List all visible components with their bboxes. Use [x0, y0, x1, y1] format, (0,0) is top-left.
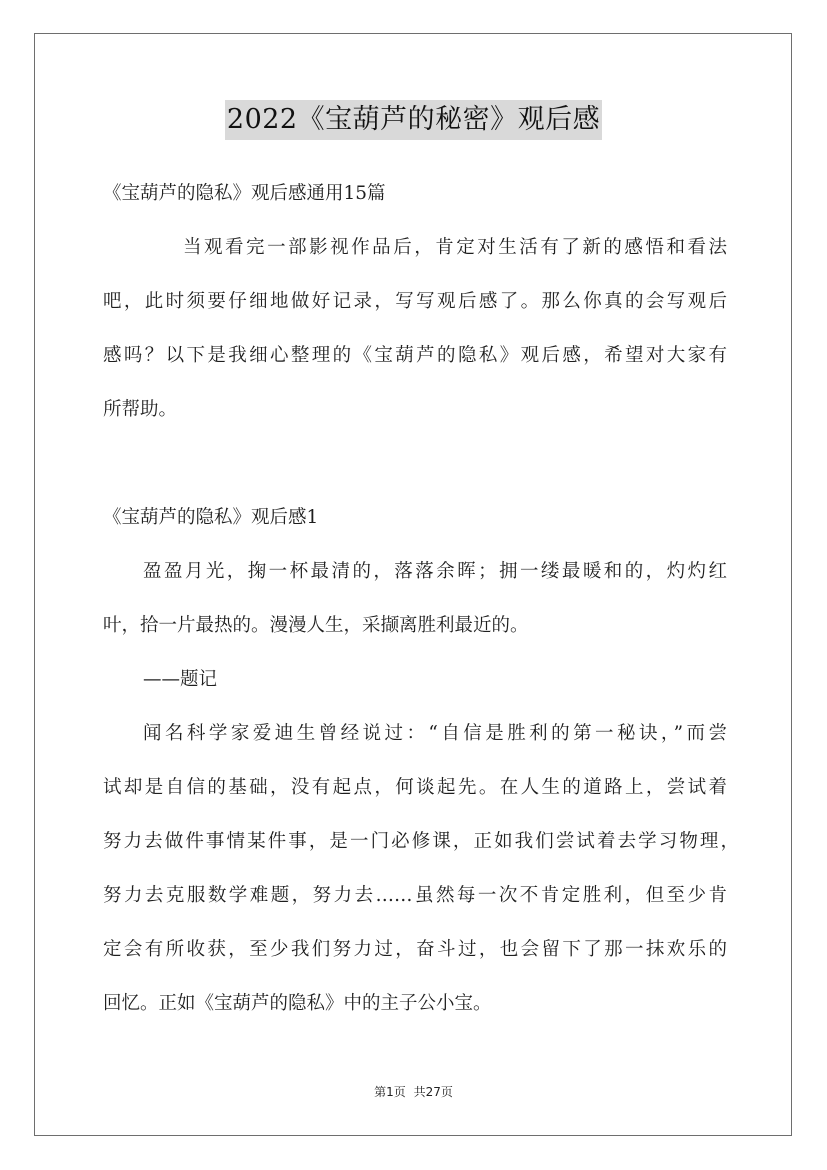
document-title: 2022《宝葫芦的秘密》观后感 [225, 100, 602, 140]
section-heading: 《宝葫芦的隐私》观后感1 [103, 507, 319, 528]
page-number: 第1页 [374, 1085, 406, 1099]
paragraph-line: 定会有所收获，至少我们努力过，奋斗过，也会留下了那一抹欢乐的 [103, 939, 727, 960]
title-container [0, 100, 827, 140]
paragraph-line: 盈盈月光，掬一杯最清的，落落余晖；拥一缕最暖和的，灼灼红 [143, 561, 727, 582]
intro-line: 吧，此时须要仔细地做好记录，写写观后感了。那么你真的会写观后 [103, 291, 727, 312]
intro-line: 所帮助。 [103, 399, 178, 420]
paragraph-line: 试却是自信的基础，没有起点，何谈起先。在人生的道路上，尝试着 [103, 777, 727, 798]
paragraph-line: 闻名科学家爱迪生曾经说过：“自信是胜利的第一秘诀，”而尝 [143, 723, 727, 744]
page-footer [0, 1083, 827, 1100]
paragraph-line: 努力去克服数学难题，努力去……虽然每一次不肯定胜利，但至少肯 [103, 885, 727, 906]
paragraph-line: 努力去做件事情某件事，是一门必修课，正如我们尝试着去学习物理， [103, 831, 739, 852]
intro-line: 感吗？以下是我细心整理的《宝葫芦的隐私》观后感，希望对大家有 [103, 345, 727, 366]
intro-line: 当观看完一部影视作品后，肯定对生活有了新的感悟和看法 [183, 237, 727, 258]
paragraph-line: 叶，拾一片最热的。漫漫人生，采撷离胜利最近的。 [103, 615, 529, 636]
signature-line: ——题记 [143, 669, 218, 690]
page-total: 共27页 [413, 1085, 453, 1099]
paragraph-line: 回忆。正如《宝葫芦的隐私》中的主子公小宝。 [103, 993, 492, 1014]
subtitle: 《宝葫芦的隐私》观后感通用15篇 [103, 183, 386, 204]
